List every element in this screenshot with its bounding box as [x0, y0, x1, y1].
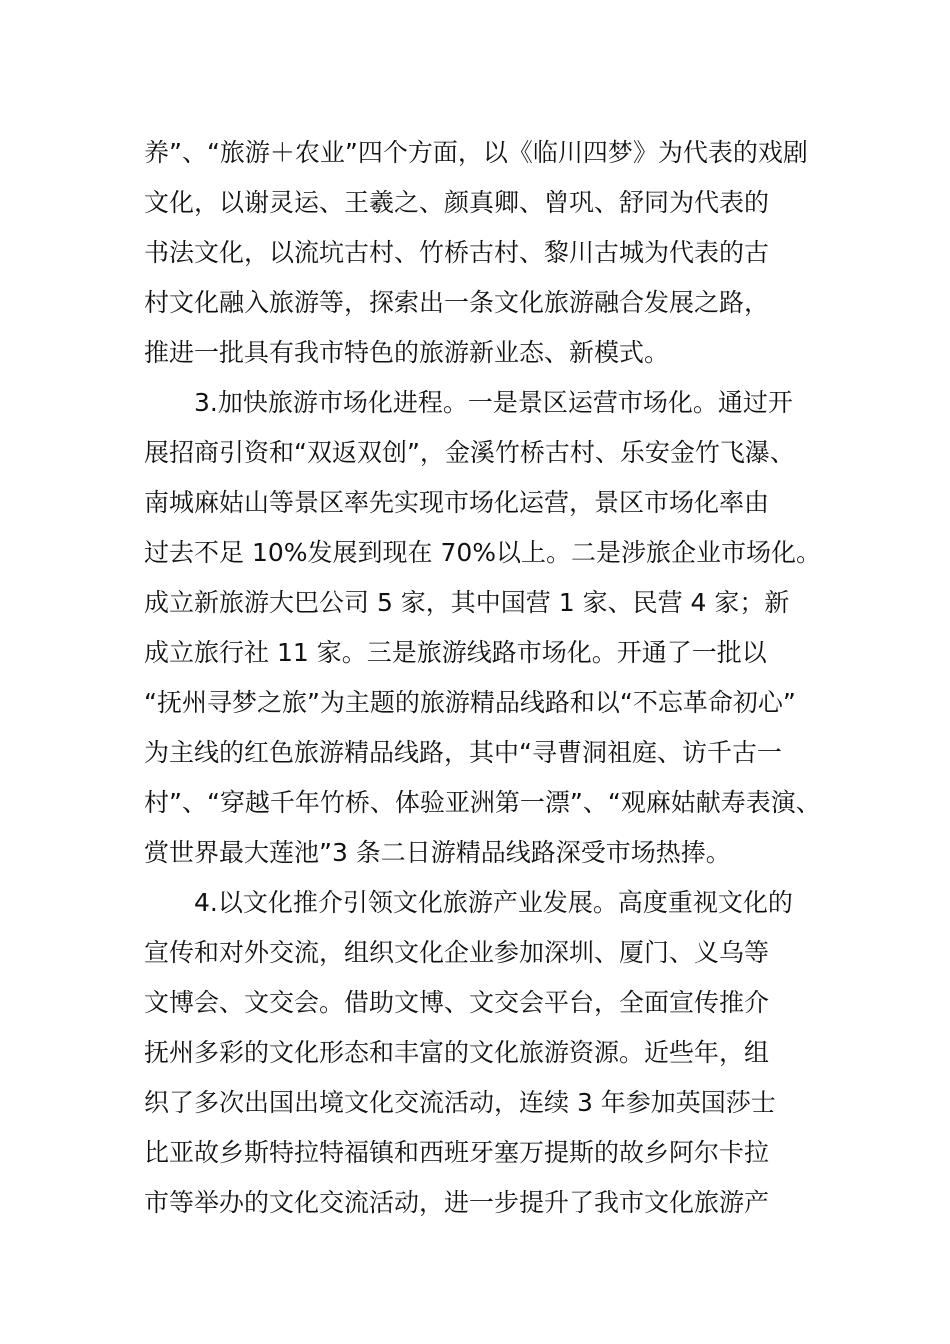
- text-line: 展招商引资和“双返双创”，金溪竹桥古村、乐安金竹飞瀑、: [144, 438, 795, 467]
- text-line: 市等举办的文化交流活动，进一步提升了我市文化旅游产: [144, 1188, 770, 1217]
- text-line: 南城麻姑山等景区率先实现市场化运营，景区市场化率由: [144, 488, 770, 517]
- text-line: 织了多次出国出境文化交流活动，连续 3 年参加英国莎士: [144, 1088, 776, 1117]
- text-line: 抚州多彩的文化形态和丰富的文化旅游资源。近些年，组: [144, 1038, 770, 1067]
- text-line: 4.以文化推介引领文化旅游产业发展。高度重视文化的: [194, 888, 793, 917]
- text-line: 为主线的红色旅游精品线路，其中“寻曹洞祖庭、访千古一: [144, 738, 782, 767]
- text-line: 养”、“旅游＋农业”四个方面，以《临川四梦》为代表的戏剧: [144, 138, 808, 167]
- text-line: “抚州寻梦之旅”为主题的旅游精品线路和以“不忘革命初心”: [144, 688, 796, 717]
- text-line: 文化，以谢灵运、王羲之、颜真卿、曾巩、舒同为代表的: [144, 188, 770, 217]
- text-line: 过去不足 10%发展到现在 70%以上。二是涉旅企业市场化。: [144, 538, 822, 567]
- text-line: 村文化融入旅游等，探索出一条文化旅游融合发展之路，: [144, 288, 770, 317]
- text-line: 宣传和对外交流，组织文化企业参加深圳、厦门、义乌等: [144, 938, 770, 967]
- text-line: 3.加快旅游市场化进程。一是景区运营市场化。通过开: [194, 388, 793, 417]
- text-line: 书法文化，以流坑古村、竹桥古村、黎川古城为代表的古: [144, 238, 770, 267]
- text-line: 比亚故乡斯特拉特福镇和西班牙塞万提斯的故乡阿尔卡拉: [144, 1138, 770, 1167]
- text-line: 推进一批具有我市特色的旅游新业态、新模式。: [144, 338, 670, 367]
- body-text: [144, 128, 822, 1228]
- text-line: 赏世界最大莲池”3 条二日游精品线路深受市场热捧。: [144, 838, 731, 867]
- text-line: 成立新旅游大巴公司 5 家，其中国营 1 家、民营 4 家；新: [144, 588, 790, 617]
- text-line: 村”、“穿越千年竹桥、体验亚洲第一漂”、“观麻姑献寿表演、: [144, 788, 821, 817]
- text-line: 文博会、文交会。借助文博、文交会平台，全面宣传推介: [144, 988, 770, 1017]
- text-line: 成立旅行社 11 家。三是旅游线路市场化。开通了一批以: [144, 638, 767, 667]
